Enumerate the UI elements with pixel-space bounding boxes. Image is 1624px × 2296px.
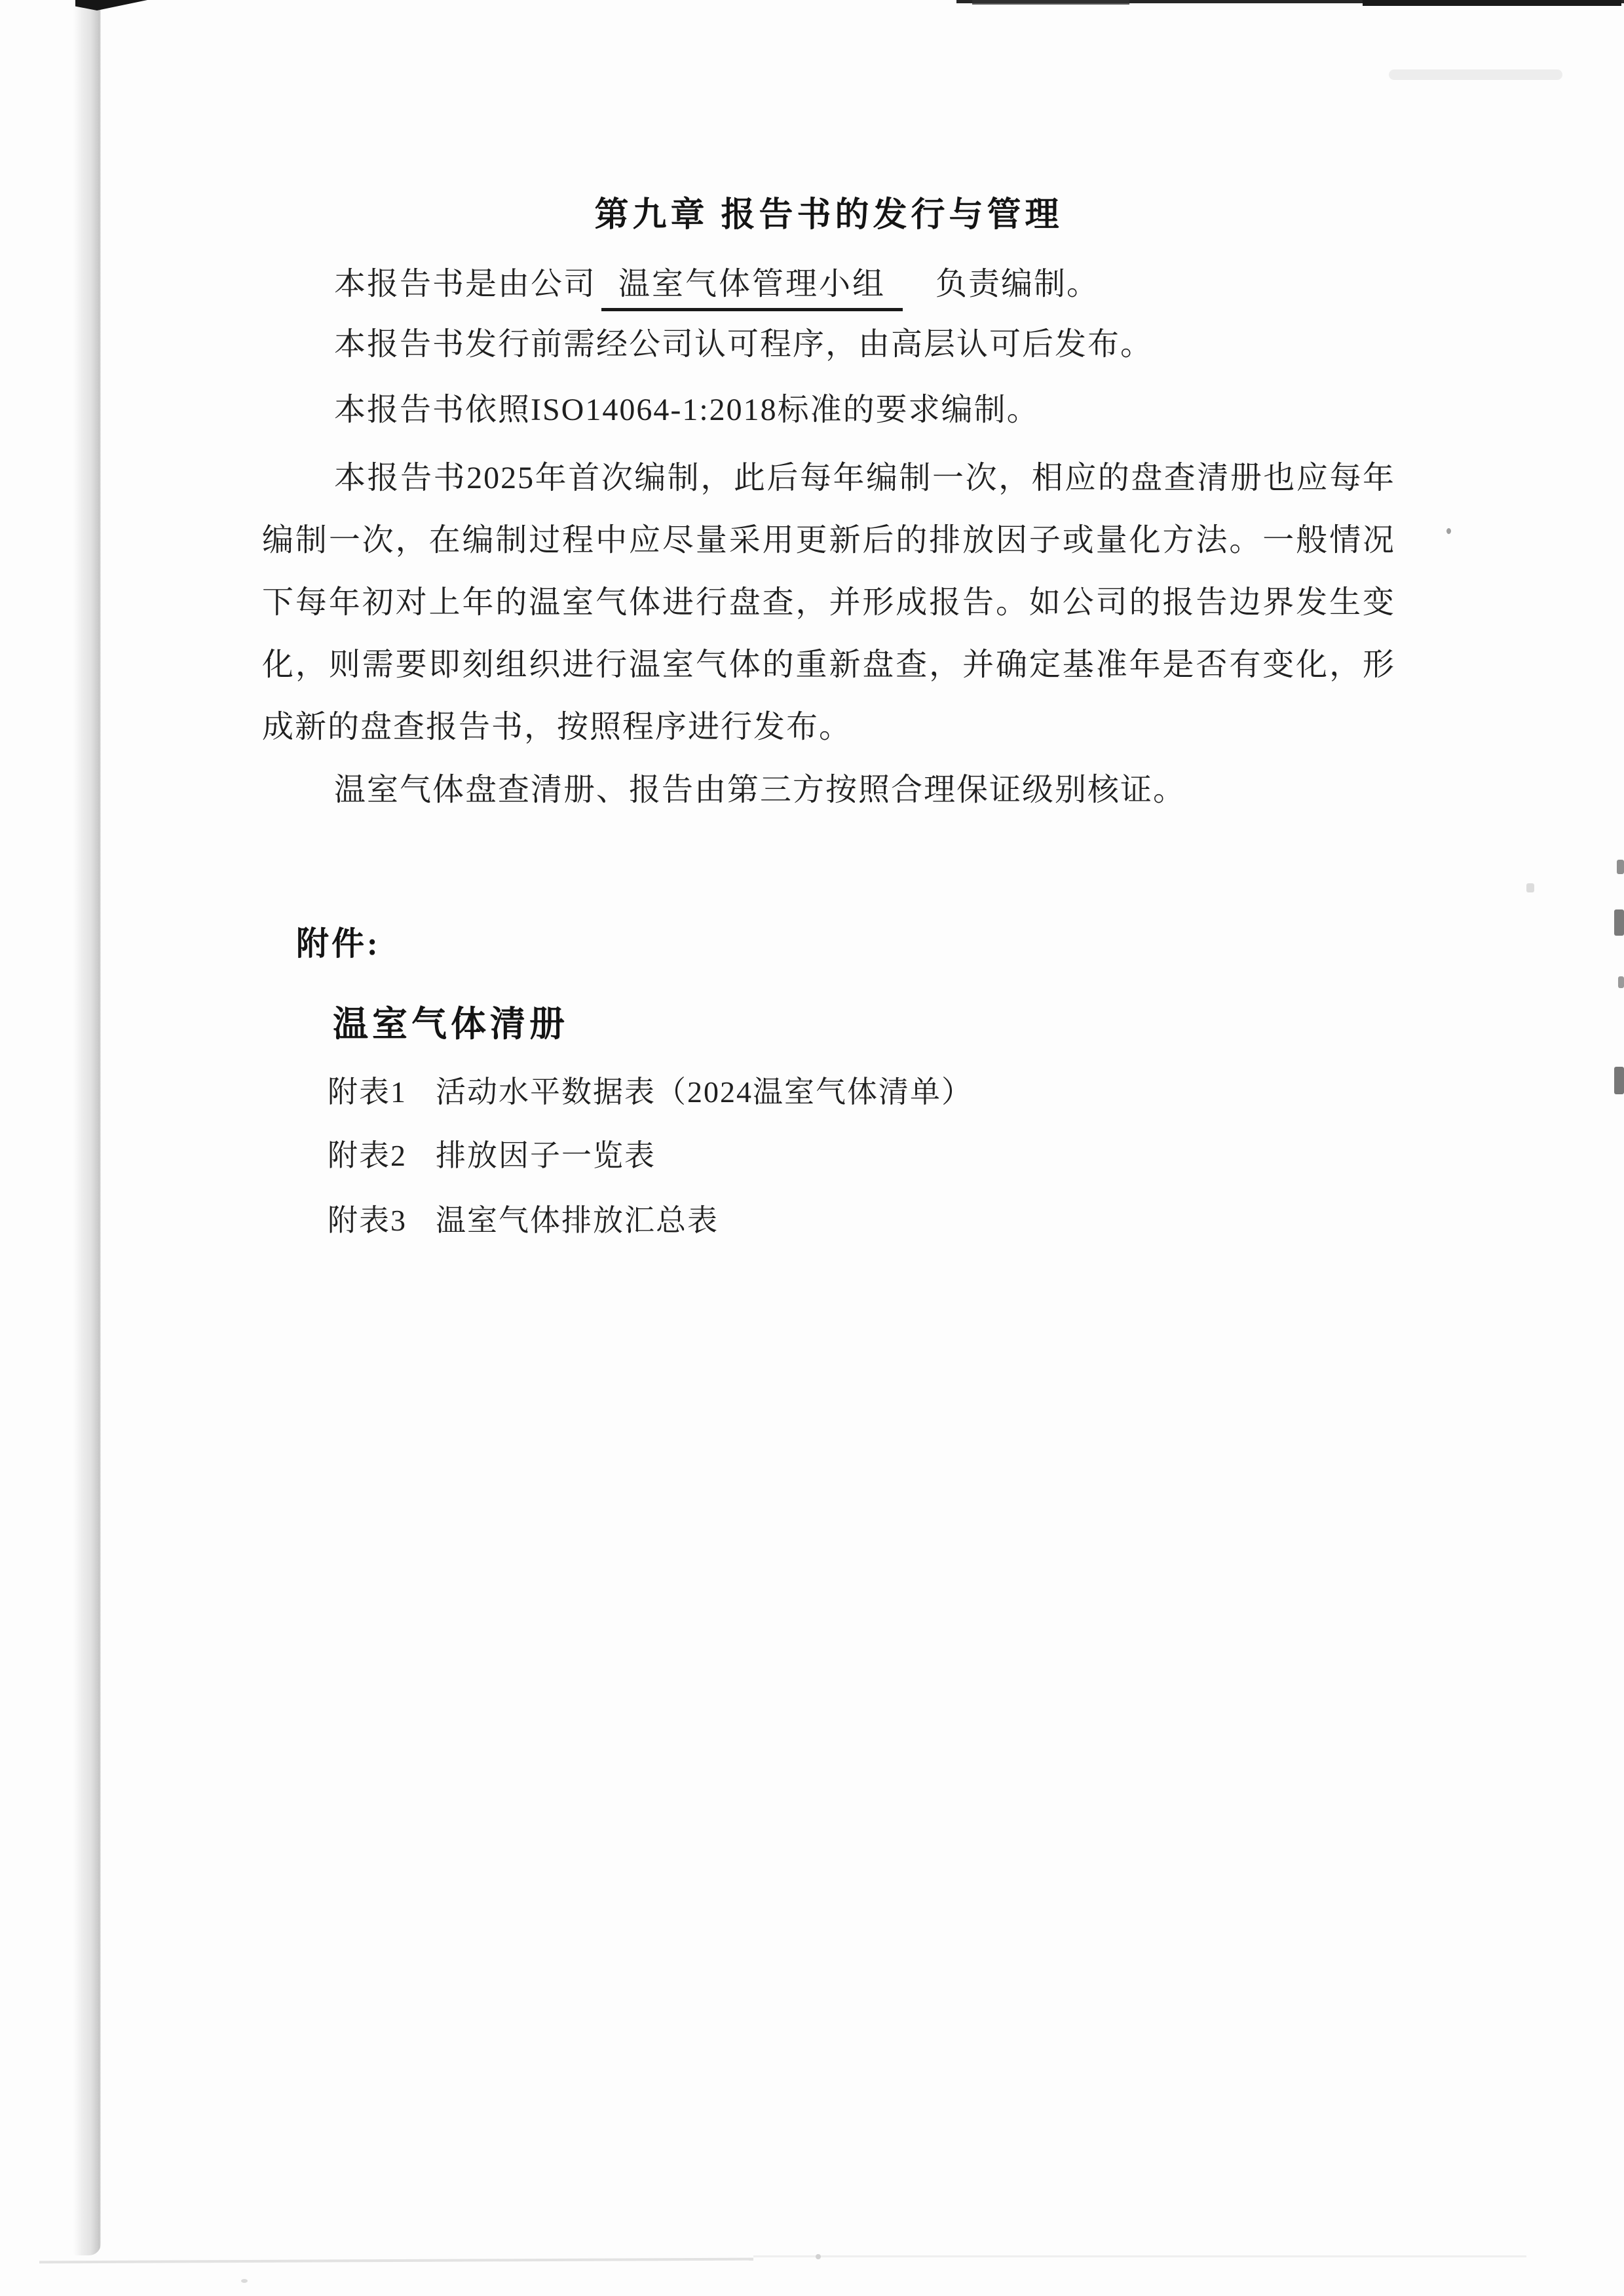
scan-smudge <box>1526 883 1534 892</box>
attachment-item <box>328 1132 656 1175</box>
paragraph-iso-standard: 本报告书依照ISO14064-1:2018标准的要求编制。 <box>334 392 1040 427</box>
paragraph-prefix: 本报告书是由公司 <box>334 267 597 301</box>
attachments-heading: 附件: <box>296 925 381 962</box>
attachment-text: 排放因子一览表 <box>436 1139 656 1172</box>
attachment-label: 附表2 <box>328 1139 407 1172</box>
scan-top-edge-mark <box>1363 0 1621 6</box>
attachment-item <box>328 1068 973 1111</box>
paragraph-annual-compilation-line: 成新的盘查报告书，按照程序进行发布。 <box>262 710 852 744</box>
paragraph-approval-process: 本报告书发行前需经公司认可程序，由高层认可后发布。 <box>334 327 1154 362</box>
paragraph-annual-compilation-line: 本报告书2025年首次编制，此后每年编制一次，相应的盘查清册也应每年 <box>334 461 1395 495</box>
paragraph-compiled-by <box>334 265 1099 311</box>
paragraph-annual-compilation-line: 下每年初对上年的温室气体进行盘查，并形成报告。如公司的报告边界发生变 <box>262 585 1395 620</box>
scan-smudge <box>1617 860 1624 874</box>
scan-smudge <box>1446 528 1451 534</box>
scan-bottom-shadow <box>39 2258 753 2264</box>
scan-top-edge-mark <box>972 0 1129 5</box>
scan-binding-strip <box>73 0 101 2255</box>
paragraph-annual-compilation-line: 化，则需要即刻组织进行温室气体的重新盘查，并确定基准年是否有变化，形 <box>262 647 1395 682</box>
attachment-text: 温室气体排放汇总表 <box>436 1204 719 1237</box>
paragraph-suffix: 负责编制。 <box>935 267 1100 301</box>
scan-smudge <box>241 2279 248 2283</box>
chapter-title: 第九章 报告书的发行与管理 <box>594 197 1063 234</box>
scan-smudge <box>816 2254 821 2259</box>
underlined-group-name: 温室气体管理小组 <box>601 265 903 311</box>
attachment-item <box>328 1196 719 1240</box>
attachment-label: 附表3 <box>328 1204 407 1237</box>
scan-smudge <box>1618 976 1624 988</box>
scan-smudge <box>1614 1067 1624 1094</box>
paragraph-annual-compilation-line: 编制一次，在编制过程中应尽量采用更新后的排放因子或量化方法。一般情况 <box>262 523 1395 558</box>
ghg-inventory-subheading: 温室气体清册 <box>333 1004 569 1044</box>
attachment-text: 活动水平数据表（2024温室气体清单） <box>436 1075 973 1109</box>
scan-smudge <box>1614 909 1624 936</box>
scan-bottom-shadow <box>753 2255 1526 2257</box>
paragraph-third-party-verification: 温室气体盘查清册、报告由第三方按照合理保证级别核证。 <box>334 773 1186 807</box>
attachment-label: 附表1 <box>328 1075 407 1109</box>
scan-smudge <box>1389 69 1562 80</box>
